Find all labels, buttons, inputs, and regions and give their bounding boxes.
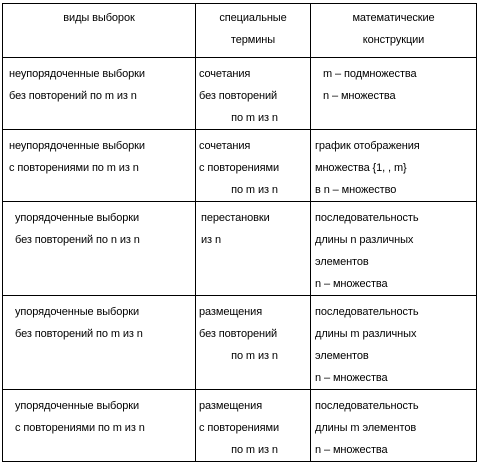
kind-cell bbox=[3, 390, 196, 462]
header-constructs-line-1: математические bbox=[352, 12, 435, 24]
header-constructs-line-2: конструкции bbox=[362, 34, 425, 46]
construct-line: n – множества bbox=[315, 444, 388, 456]
construct-line: график отображения bbox=[315, 140, 420, 152]
table-row bbox=[3, 202, 477, 296]
kind-line: без повторений по m из n bbox=[9, 90, 137, 102]
header-constructs bbox=[311, 4, 477, 58]
term-line: из n bbox=[201, 234, 221, 246]
term-line: сочетания bbox=[199, 68, 251, 80]
table-row bbox=[3, 130, 477, 202]
header-terms-line-1: специальные bbox=[219, 12, 287, 24]
header-kinds bbox=[3, 4, 196, 58]
construct-cell bbox=[311, 296, 477, 390]
term-line: размещения bbox=[199, 306, 263, 318]
table-row bbox=[3, 390, 477, 462]
construct-line: n – множества bbox=[315, 372, 388, 384]
term-cell bbox=[196, 202, 311, 296]
construct-line: длины m различных bbox=[315, 328, 417, 340]
kind-line: неупорядоченные выборки bbox=[9, 68, 145, 80]
construct-line: длины m элементов bbox=[315, 422, 417, 434]
table-row bbox=[3, 58, 477, 130]
construct-line: в n – множество bbox=[315, 184, 397, 196]
term-line: по m из n bbox=[231, 112, 278, 124]
kind-cell bbox=[3, 130, 196, 202]
kind-line: упорядоченные выборки bbox=[15, 400, 140, 412]
kind-cell bbox=[3, 202, 196, 296]
construct-line: последовательность bbox=[315, 400, 419, 412]
construct-line: m – подмножества bbox=[323, 68, 417, 80]
header-terms bbox=[196, 4, 311, 58]
kind-line: с повторениями по m из n bbox=[15, 422, 145, 434]
term-line: без повторений bbox=[199, 90, 278, 102]
term-cell bbox=[196, 390, 311, 462]
term-line: по m из n bbox=[231, 184, 278, 196]
header-kinds-label: виды выборок bbox=[63, 12, 135, 24]
construct-line: последовательность bbox=[315, 306, 419, 318]
kind-cell bbox=[3, 296, 196, 390]
construct-line: множества {1, , m} bbox=[315, 162, 407, 174]
header-row bbox=[3, 4, 477, 58]
term-line: размещения bbox=[199, 400, 263, 412]
construct-line: элементов bbox=[315, 350, 369, 362]
term-cell bbox=[196, 130, 311, 202]
term-line: с повторениями bbox=[199, 422, 279, 434]
construct-cell bbox=[311, 58, 477, 130]
combinatorics-table bbox=[2, 3, 477, 462]
term-line: перестановки bbox=[201, 212, 270, 224]
term-line: сочетания bbox=[199, 140, 251, 152]
table-row bbox=[3, 296, 477, 390]
construct-cell bbox=[311, 130, 477, 202]
kind-cell bbox=[3, 58, 196, 130]
kind-line: упорядоченные выборки bbox=[15, 306, 140, 318]
term-line: по m из n bbox=[231, 444, 278, 456]
construct-line: n – множества bbox=[323, 90, 396, 102]
kind-line: без повторений по n из n bbox=[15, 234, 140, 246]
term-line: без повторений bbox=[199, 328, 278, 340]
construct-cell bbox=[311, 390, 477, 462]
construct-line: элементов bbox=[315, 256, 369, 268]
construct-cell bbox=[311, 202, 477, 296]
term-cell bbox=[196, 58, 311, 130]
kind-line: упорядоченные выборки bbox=[15, 212, 140, 224]
kind-line: без повторений по m из n bbox=[15, 328, 143, 340]
construct-line: длины n различных bbox=[315, 234, 414, 246]
term-line: по m из n bbox=[231, 350, 278, 362]
term-cell bbox=[196, 296, 311, 390]
construct-line: последовательность bbox=[315, 212, 419, 224]
header-terms-line-2: термины bbox=[230, 34, 276, 46]
term-line: с повторениями bbox=[199, 162, 279, 174]
kind-line: неупорядоченные выборки bbox=[9, 140, 145, 152]
kind-line: с повторениями по m из n bbox=[9, 162, 139, 174]
construct-line: n – множества bbox=[315, 278, 388, 290]
